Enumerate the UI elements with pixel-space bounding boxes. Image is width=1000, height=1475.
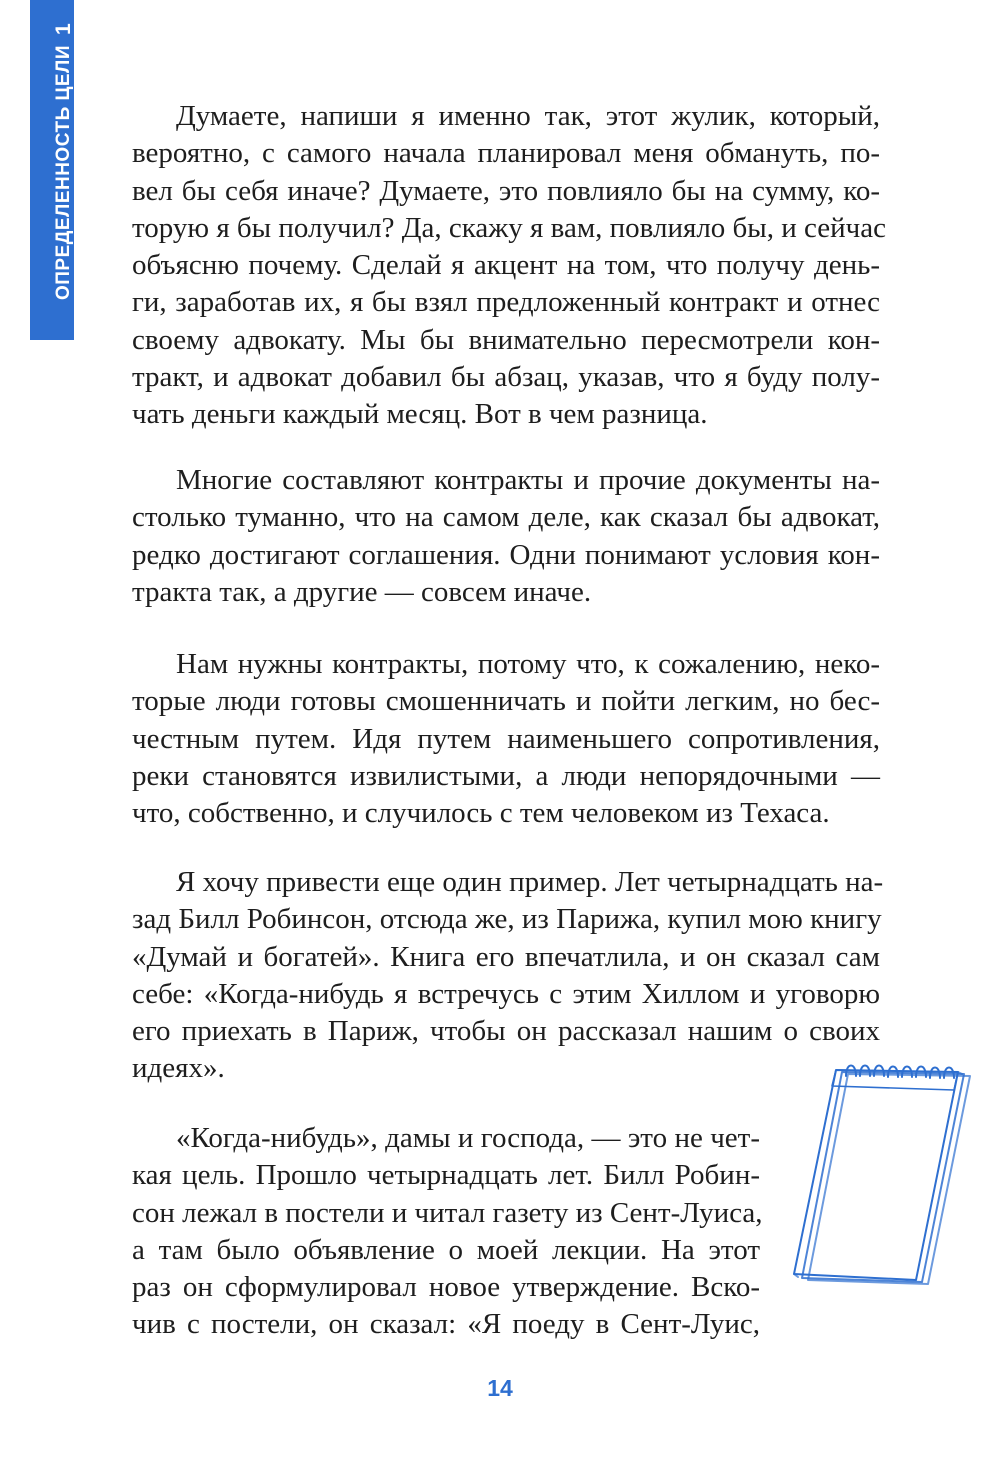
text-line: объясню почему. Сделай я акцент на том, что получу день-: [132, 249, 880, 282]
text-line: что, собственно, и случилось с тем человеком из Техаса.: [132, 797, 830, 830]
text-line: тракт, и адвокат добавил бы абзац, указав, что я буду полу-: [132, 361, 880, 394]
text-line: Нам нужны контракты, потому что, к сожалению, неко-: [176, 648, 880, 680]
chapter-label: [52, 23, 76, 300]
text-line: редко достигают соглашения. Одни понимают условия кон-: [132, 538, 880, 571]
text-line: раз он сформулировал новое утверждение. Вско-: [132, 1271, 760, 1304]
text-line: чив с постели, он сказал: «Я поеду в Сент-Луис,: [132, 1308, 760, 1341]
text-line: его приехать в Париж, чтобы он рассказал нашим о своих: [132, 1015, 880, 1048]
paragraph-4: [132, 864, 884, 1088]
text-line: кая цель. Прошло четырнадцать лет. Билл Робин-: [132, 1159, 760, 1192]
paragraph-5: [132, 1120, 763, 1344]
text-line: столько туманно, что на самом деле, как сказал бы адвокат,: [132, 501, 880, 534]
text-line: чать деньги каждый месяц. Вот в чем разница.: [132, 398, 708, 431]
text-line: «Когда-нибудь», дамы и господа, — это не чет-: [176, 1122, 760, 1154]
text-line: тракта так, а другие — совсем иначе.: [132, 575, 592, 608]
text-line: ги, заработав их, я бы взял предложенный контракт и отнес: [132, 286, 880, 319]
text-line: Многие составляют контракты и прочие документы на-: [176, 464, 880, 496]
paragraph-2: [132, 462, 880, 611]
text-line: сон лежал в постели и читал газету из Сент-Луиса,: [132, 1196, 763, 1229]
text-line: идеях».: [132, 1052, 225, 1085]
page-number: 14: [487, 1375, 513, 1401]
paragraph-1: [132, 98, 886, 434]
notepad-icon: [778, 1046, 988, 1296]
text-line: вел бы себя иначе? Думаете, это повлияло бы на сумму, ко-: [132, 174, 880, 207]
paragraph-3: [132, 646, 880, 832]
text-line: честным путем. Идя путем наименьшего сопротивления,: [132, 722, 880, 755]
text-line: торые люди готовы смошенничать и пойти легким, но бес-: [132, 685, 880, 718]
text-line: «Думай и богатей». Книга его впечатлила, и он сказал сам: [132, 940, 880, 973]
chapter-title: ОПРЕДЕЛЕННОСТЬ ЦЕЛИ: [53, 44, 74, 300]
text-line: себе: «Когда-нибудь я встречусь с этим Хиллом и уговорю: [132, 977, 880, 1010]
text-line: своему адвокату. Мы бы внимательно пересмотрели кон-: [132, 323, 880, 356]
text-line: вероятно, с самого начала планировал меня обмануть, по-: [132, 137, 880, 170]
text-line: Думаете, напиши я именно так, этот жулик, который,: [176, 100, 880, 132]
text-line: зад Билл Робинсон, отсюда же, из Парижа, купил мою книгу: [132, 903, 882, 936]
text-line: торую я бы получил? Да, скажу я вам, повлияло бы, и сейчас: [132, 211, 886, 244]
chapter-number: 1: [52, 22, 75, 35]
text-line: реки становятся извилистыми, а люди непорядочными —: [132, 759, 880, 792]
text-line: а там было объявление о моей лекции. На этот: [132, 1233, 760, 1266]
text-line: Я хочу привести еще один пример. Лет четырнадцать на-: [176, 866, 884, 898]
